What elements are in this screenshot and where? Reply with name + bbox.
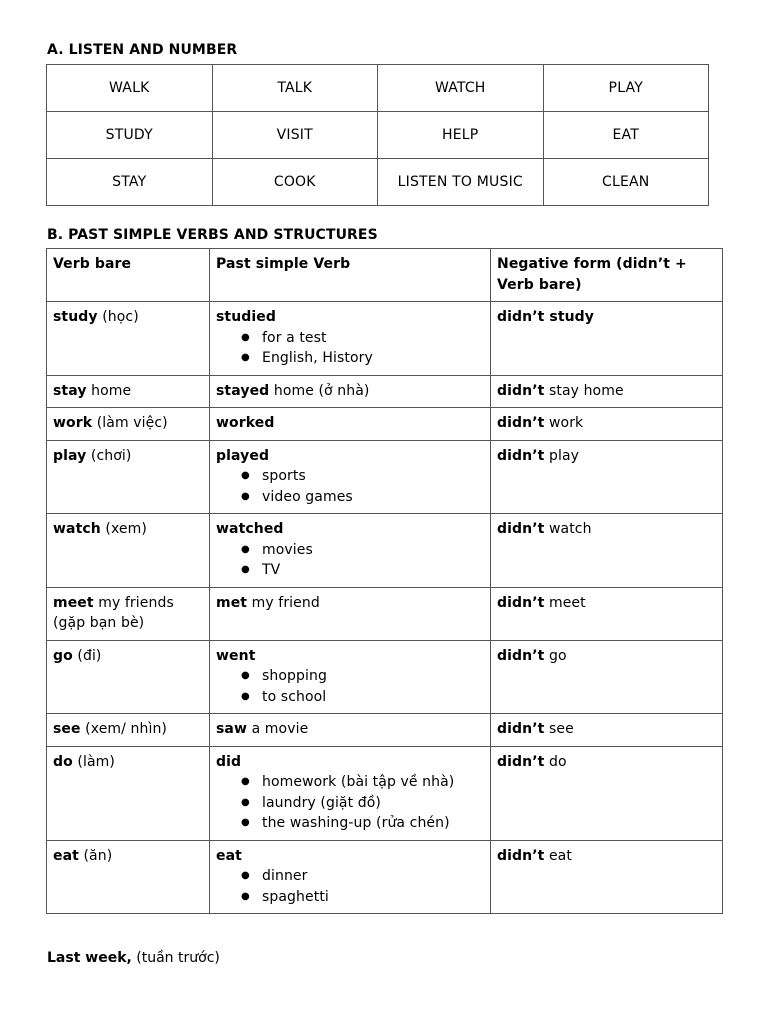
past-simple-line bbox=[216, 413, 484, 434]
negative-form-cell bbox=[491, 375, 723, 408]
negative-word: didn’t bbox=[497, 847, 545, 864]
past-simple-word: worked bbox=[216, 415, 275, 431]
past-simple-word: watched bbox=[216, 521, 284, 537]
verb-bare-note: home bbox=[86, 382, 132, 399]
verb-bare-word: see bbox=[53, 721, 81, 737]
negative-rest: meet bbox=[544, 594, 586, 611]
past-simple-cell bbox=[210, 440, 491, 514]
word-cell: COOK bbox=[212, 159, 378, 206]
negative-form-cell bbox=[491, 714, 723, 747]
example-item: ● spaghetti bbox=[216, 887, 484, 908]
verb-bare-note: (ăn) bbox=[78, 847, 113, 864]
word-cell: LISTEN TO MUSIC bbox=[378, 159, 544, 206]
table-row bbox=[47, 302, 723, 376]
past-simple-line bbox=[216, 381, 484, 402]
past-simple-line bbox=[216, 752, 484, 773]
word-cell: CLEAN bbox=[543, 159, 709, 206]
negative-rest: do bbox=[544, 753, 567, 770]
verb-bare-cell bbox=[47, 375, 210, 408]
negative-word: didn’t bbox=[497, 753, 545, 770]
negative-rest: see bbox=[544, 721, 574, 737]
example-item: ● laundry (giặt đồ) bbox=[216, 793, 484, 814]
past-simple-line bbox=[216, 307, 484, 328]
word-cell: WATCH bbox=[378, 65, 544, 112]
past-simple-line bbox=[216, 593, 484, 614]
past-simple-word: went bbox=[216, 647, 256, 664]
header-text: Negative form (didn’t + Verb bare) bbox=[497, 256, 687, 293]
past-simple-note: a movie bbox=[247, 721, 309, 737]
example-list bbox=[216, 466, 484, 507]
verb-bare-note: (học) bbox=[97, 309, 139, 325]
past-simple-cell bbox=[210, 746, 491, 840]
word-cell: STUDY bbox=[47, 112, 213, 159]
past-simple-note: home (ở nhà) bbox=[269, 382, 370, 399]
verb-bare-note: (xem/ nhìn) bbox=[80, 721, 167, 737]
verb-bare-word: do bbox=[53, 753, 73, 770]
verb-bare-note: (làm việc) bbox=[92, 415, 168, 431]
negative-form-cell bbox=[491, 587, 723, 640]
negative-form-cell bbox=[491, 440, 723, 514]
table-row bbox=[47, 408, 723, 441]
table-header-row bbox=[47, 249, 723, 302]
verb-bare-word: work bbox=[53, 415, 93, 431]
header-text: Verb bare bbox=[53, 256, 132, 272]
past-simple-line bbox=[216, 519, 484, 540]
negative-form-cell bbox=[491, 514, 723, 588]
past-simple-cell bbox=[210, 640, 491, 714]
example-list bbox=[216, 866, 484, 907]
example-item: ● to school bbox=[216, 687, 484, 708]
negative-word: didn’t bbox=[497, 521, 545, 537]
table-row bbox=[47, 840, 723, 914]
word-cell: TALK bbox=[212, 65, 378, 112]
negative-form-cell bbox=[491, 302, 723, 376]
past-simple-cell bbox=[210, 375, 491, 408]
verb-bare-cell bbox=[47, 587, 210, 640]
past-simple-note: my friend bbox=[247, 594, 320, 611]
header-past-simple bbox=[210, 249, 491, 302]
past-simple-word: stayed bbox=[216, 382, 270, 399]
example-list bbox=[216, 540, 484, 581]
example-list bbox=[216, 772, 484, 834]
negative-rest: work bbox=[544, 415, 584, 431]
header-negative-form bbox=[491, 249, 723, 302]
example-list bbox=[216, 328, 484, 369]
negative-form-cell bbox=[491, 408, 723, 441]
past-simple-line bbox=[216, 846, 484, 867]
negative-rest: stay home bbox=[544, 382, 624, 399]
verb-bare-word: go bbox=[53, 647, 73, 664]
table-row bbox=[47, 112, 709, 159]
example-item: ● the washing-up (rửa chén) bbox=[216, 813, 484, 834]
negative-form-cell bbox=[491, 640, 723, 714]
table-row bbox=[47, 440, 723, 514]
example-item: ● dinner bbox=[216, 866, 484, 887]
negative-word: didn’t bbox=[497, 721, 545, 737]
past-simple-word: met bbox=[216, 594, 248, 611]
example-item: ● shopping bbox=[216, 666, 484, 687]
word-cell: VISIT bbox=[212, 112, 378, 159]
negative-word: didn’t bbox=[497, 647, 545, 664]
example-item: ● homework (bài tập về nhà) bbox=[216, 772, 484, 793]
past-simple-cell bbox=[210, 840, 491, 914]
verb-bare-note: (chơi) bbox=[86, 447, 132, 464]
verb-bare-word: stay bbox=[53, 382, 87, 399]
past-simple-word: played bbox=[216, 447, 270, 464]
past-simple-cell bbox=[210, 587, 491, 640]
table-row bbox=[47, 375, 723, 408]
negative-rest: eat bbox=[544, 847, 572, 864]
verb-bare-note: (làm) bbox=[72, 753, 115, 770]
past-simple-cell bbox=[210, 302, 491, 376]
verb-bare-cell bbox=[47, 440, 210, 514]
footer-line bbox=[47, 950, 220, 966]
past-simple-cell bbox=[210, 714, 491, 747]
negative-word: didn’t bbox=[497, 594, 545, 611]
listen-number-table bbox=[46, 64, 709, 206]
past-simple-table bbox=[46, 248, 723, 914]
footer-bold: Last week, bbox=[47, 950, 132, 966]
word-cell: STAY bbox=[47, 159, 213, 206]
verb-bare-cell bbox=[47, 640, 210, 714]
negative-form-cell bbox=[491, 840, 723, 914]
header-verb-bare bbox=[47, 249, 210, 302]
past-simple-word: studied bbox=[216, 309, 277, 325]
verb-bare-word: watch bbox=[53, 521, 101, 537]
table-row bbox=[47, 587, 723, 640]
word-cell: WALK bbox=[47, 65, 213, 112]
table-row bbox=[47, 746, 723, 840]
word-cell: EAT bbox=[543, 112, 709, 159]
verb-bare-word: study bbox=[53, 309, 98, 325]
table-row bbox=[47, 514, 723, 588]
footer-rest: (tuần trước) bbox=[131, 950, 220, 966]
verb-bare-note: (đi) bbox=[72, 647, 102, 664]
table-row bbox=[47, 159, 709, 206]
word-cell: HELP bbox=[378, 112, 544, 159]
negative-rest: play bbox=[544, 447, 580, 464]
negative-form-cell bbox=[491, 746, 723, 840]
verb-bare-word: play bbox=[53, 447, 87, 464]
verb-bare-cell bbox=[47, 714, 210, 747]
verb-bare-word: eat bbox=[53, 847, 79, 864]
negative-rest: watch bbox=[544, 521, 592, 537]
past-simple-word: eat bbox=[216, 847, 242, 864]
example-list bbox=[216, 666, 484, 707]
past-simple-cell bbox=[210, 514, 491, 588]
past-simple-word: did bbox=[216, 753, 242, 770]
header-text: Past simple Verb bbox=[216, 256, 351, 272]
negative-rest: go bbox=[544, 647, 567, 664]
example-item: ● movies bbox=[216, 540, 484, 561]
verb-bare-cell bbox=[47, 840, 210, 914]
verb-bare-cell bbox=[47, 408, 210, 441]
example-item: ● video games bbox=[216, 487, 484, 508]
verb-bare-cell bbox=[47, 514, 210, 588]
negative-word: didn’t bbox=[497, 447, 545, 464]
negative-word: didn’t study bbox=[497, 309, 595, 325]
example-item: ● sports bbox=[216, 466, 484, 487]
verb-bare-note: my friends (gặp bạn bè) bbox=[53, 594, 174, 631]
word-cell: PLAY bbox=[543, 65, 709, 112]
section-b-heading: B. PAST SIMPLE VERBS AND STRUCTURES bbox=[47, 227, 378, 243]
past-simple-line bbox=[216, 646, 484, 667]
verb-bare-cell bbox=[47, 302, 210, 376]
past-simple-word: saw bbox=[216, 721, 248, 737]
verb-bare-cell bbox=[47, 746, 210, 840]
example-item: ● TV bbox=[216, 560, 484, 581]
table-row bbox=[47, 640, 723, 714]
example-item: ● for a test bbox=[216, 328, 484, 349]
past-simple-cell bbox=[210, 408, 491, 441]
negative-word: didn’t bbox=[497, 382, 545, 399]
verb-bare-note: (xem) bbox=[100, 521, 147, 537]
negative-word: didn’t bbox=[497, 415, 545, 431]
table-row bbox=[47, 714, 723, 747]
example-item: ● English, History bbox=[216, 348, 484, 369]
verb-bare-word: meet bbox=[53, 594, 94, 611]
section-a-heading: A. LISTEN AND NUMBER bbox=[47, 42, 238, 58]
table-row bbox=[47, 65, 709, 112]
past-simple-line bbox=[216, 719, 484, 740]
past-simple-line bbox=[216, 446, 484, 467]
